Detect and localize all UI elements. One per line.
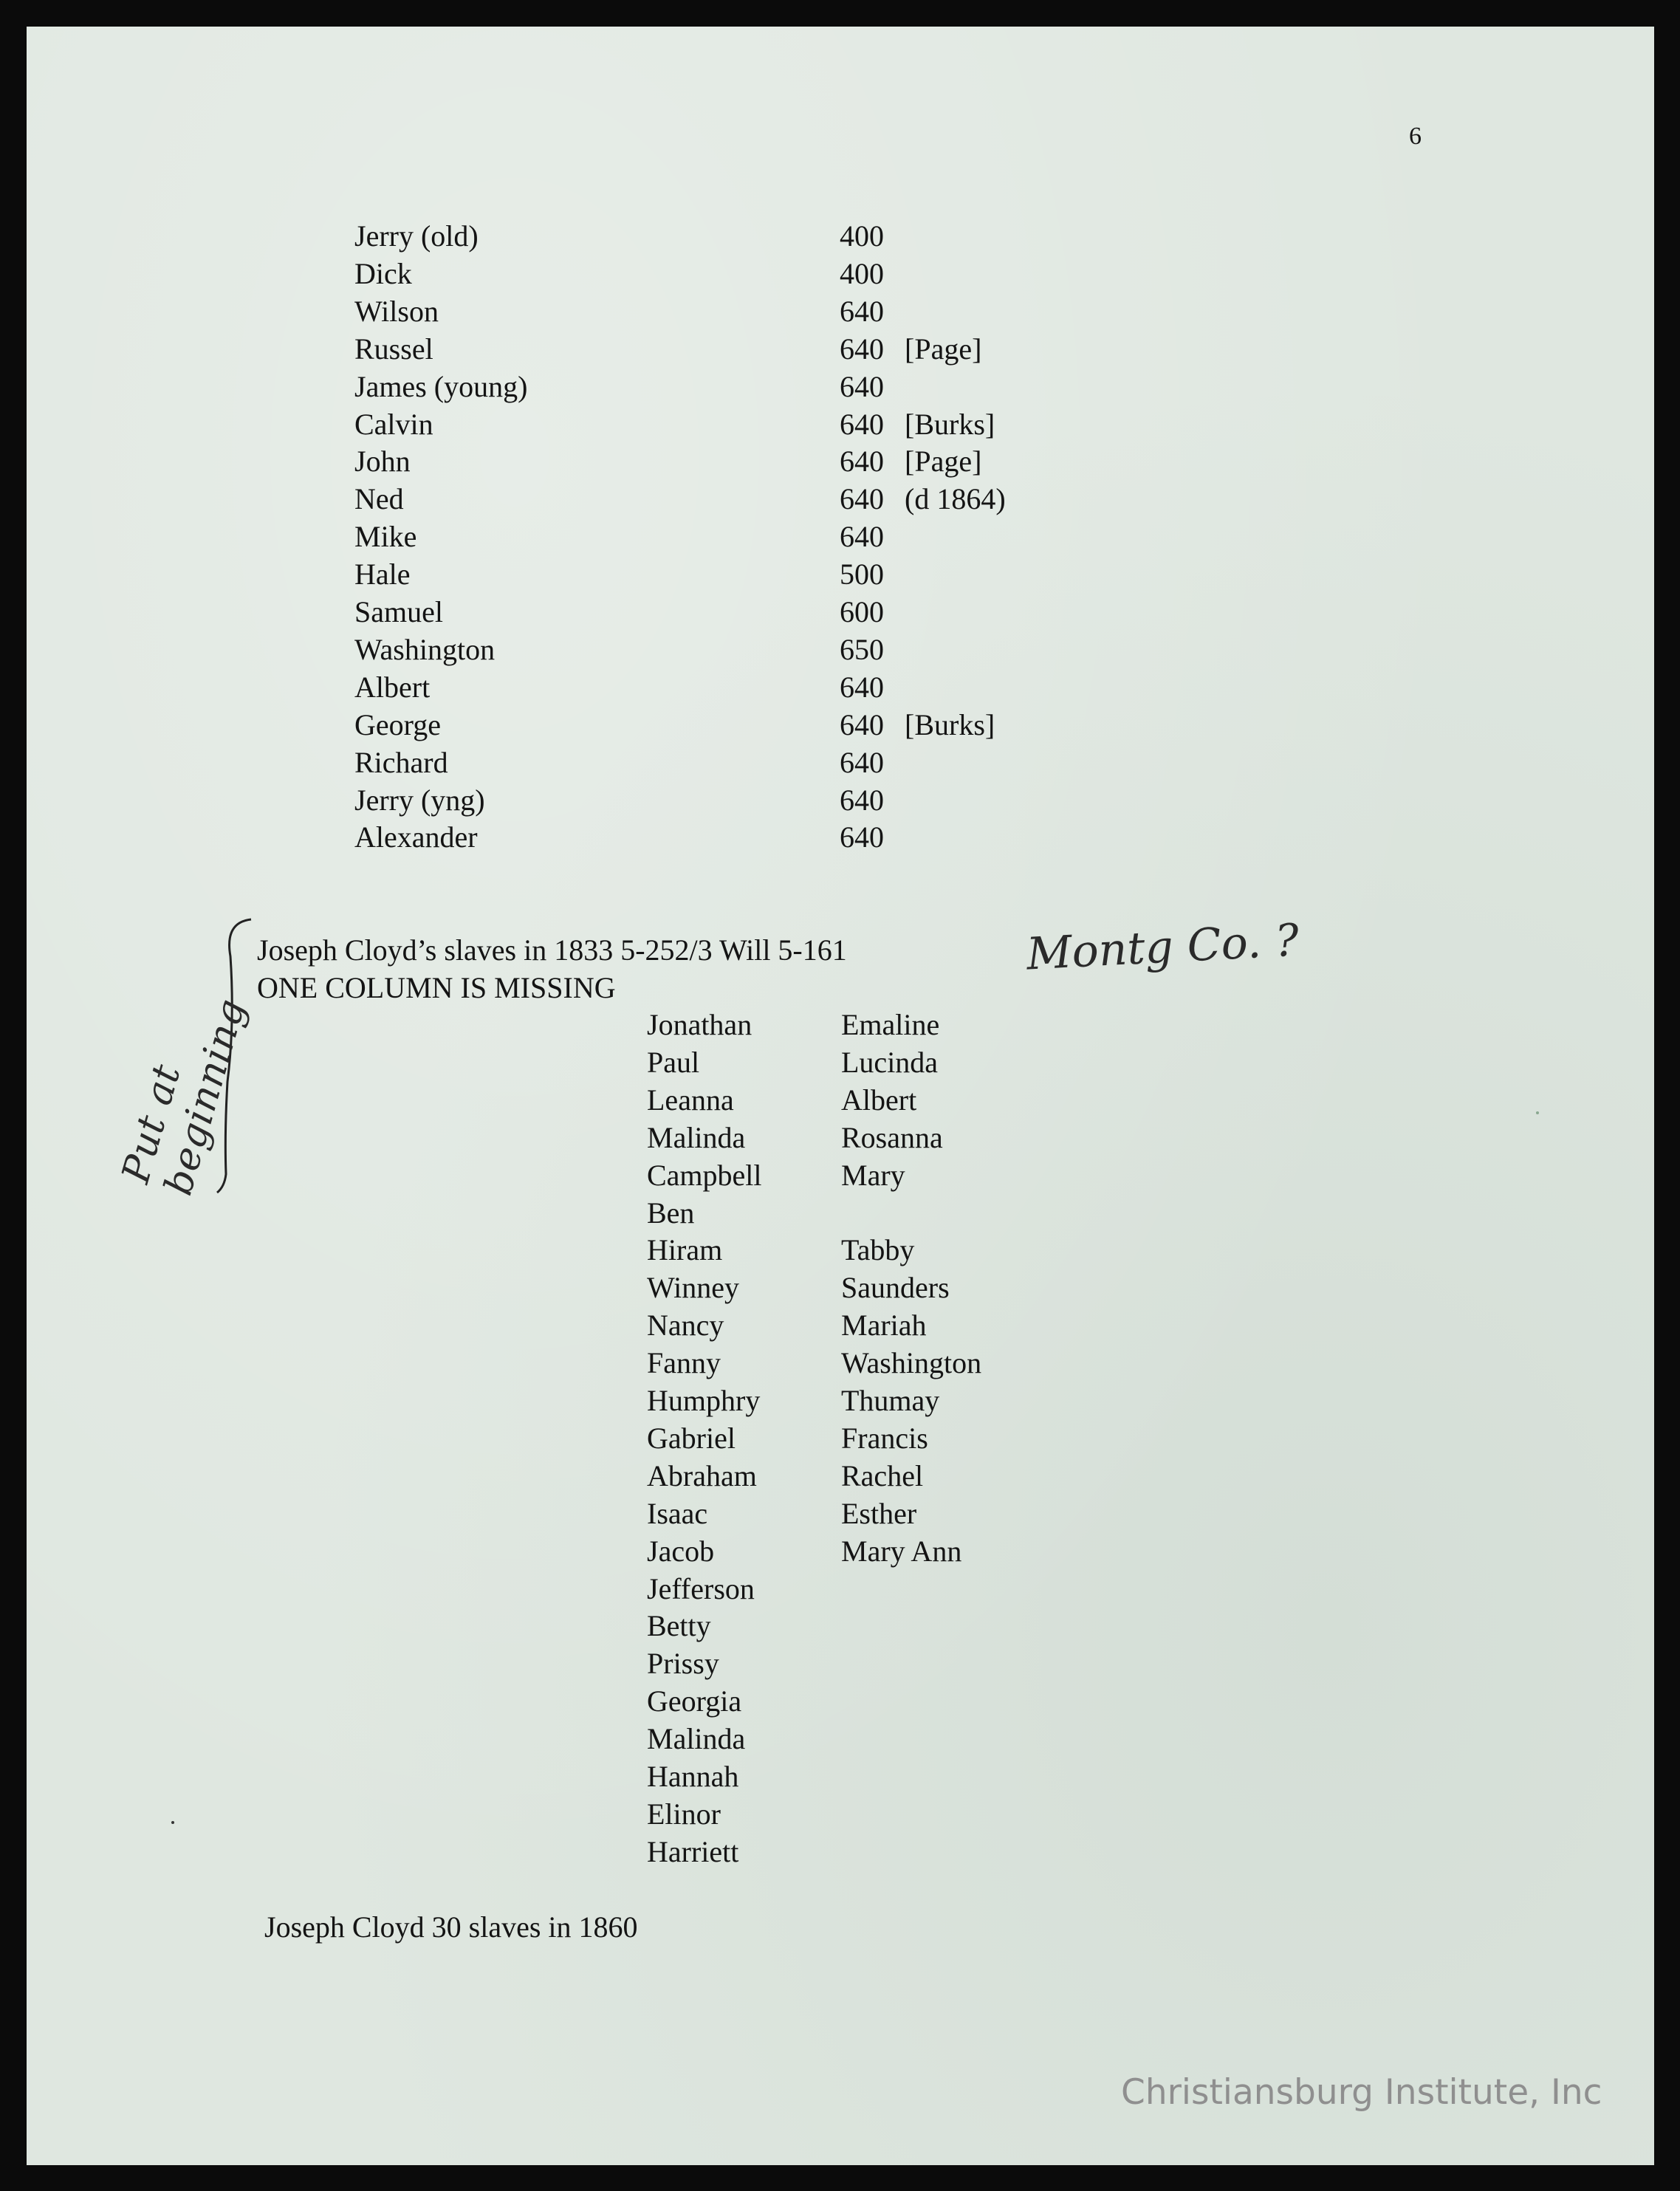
column-2-name: Mary Ann — [841, 1535, 962, 1568]
list-name: Washington — [354, 633, 496, 666]
list-value: 640 — [840, 408, 884, 441]
column-2-name: Emaline — [841, 1008, 940, 1041]
column-1-name: Ben — [647, 1196, 695, 1230]
column-1-name: Malinda — [647, 1722, 746, 1755]
column-1-name: Elinor — [647, 1797, 721, 1831]
list-value: 640 — [840, 784, 884, 817]
list-value: 500 — [840, 558, 884, 591]
section-heading: Joseph Cloyd’s slaves in 1833 5-252/3 Will 5-161 — [257, 933, 847, 967]
column-1-name: Humphry — [647, 1384, 761, 1417]
column-1-name: Harriett — [647, 1835, 739, 1868]
column-2-name: Albert — [841, 1083, 917, 1117]
right-note-text: Montg Co. ? — [1025, 914, 1300, 981]
column-1-name: Campbell — [647, 1159, 762, 1192]
page-number: 6 — [1409, 123, 1422, 150]
watermark: Christiansburg Institute, Inc — [1121, 2072, 1602, 2113]
list-value: 640 — [840, 370, 884, 403]
column-2-name: Thumay — [841, 1384, 940, 1417]
paper-speck — [1536, 1111, 1539, 1114]
footer-line: Joseph Cloyd 30 slaves in 1860 — [264, 1910, 638, 1944]
list-name: Albert — [354, 671, 431, 704]
list-value: 640 — [840, 482, 884, 515]
list-name: Dick — [354, 257, 412, 290]
column-2-name: Rosanna — [841, 1121, 943, 1154]
column-1-name: Malinda — [647, 1121, 746, 1154]
list-name: George — [354, 708, 441, 741]
list-value: 650 — [840, 633, 884, 666]
list-value: 640 — [840, 295, 884, 328]
column-1-name: Betty — [647, 1609, 711, 1642]
column-1-name: Leanna — [647, 1083, 734, 1117]
column-2-name: Rachel — [841, 1459, 924, 1492]
list-name: Richard — [354, 746, 448, 779]
column-1-name: Isaac — [647, 1497, 708, 1530]
list-name: Russel — [354, 332, 433, 366]
list-name: Hale — [354, 558, 411, 591]
list-name: Samuel — [354, 595, 443, 628]
list-name: Wilson — [354, 295, 439, 328]
column-2-name: Mariah — [841, 1309, 927, 1342]
column-1-name: Winney — [647, 1271, 740, 1304]
list-name: John — [354, 445, 411, 478]
column-1-name: Prissy — [647, 1647, 719, 1680]
list-value: 400 — [840, 219, 884, 253]
paper-speck — [171, 1821, 174, 1824]
list-name: James (young) — [354, 370, 528, 403]
column-1-name: Hannah — [647, 1760, 739, 1793]
list-note: (d 1864) — [905, 482, 1006, 515]
column-2-name: Mary — [841, 1159, 905, 1192]
margin-note-text: Put at beginning — [113, 993, 255, 1201]
column-1-name: Hiram — [647, 1233, 723, 1266]
column-1-name: Jacob — [647, 1535, 715, 1568]
list-value: 640 — [840, 445, 884, 478]
list-value: 640 — [840, 671, 884, 704]
column-2-name: Francis — [841, 1422, 928, 1455]
list-value: 640 — [840, 708, 884, 741]
list-name: Ned — [354, 482, 404, 515]
list-value: 640 — [840, 520, 884, 553]
column-2-name: Washington — [841, 1346, 982, 1379]
column-1-name: Abraham — [647, 1459, 757, 1492]
column-1-name: Gabriel — [647, 1422, 736, 1455]
column-1-name: Nancy — [647, 1309, 724, 1342]
list-name: Jerry (yng) — [354, 784, 485, 817]
missing-column-note: ONE COLUMN IS MISSING — [257, 971, 616, 1004]
column-1-name: Jefferson — [647, 1572, 755, 1605]
list-value: 640 — [840, 332, 884, 366]
list-note: [Burks] — [905, 708, 995, 741]
column-1-name: Fanny — [647, 1346, 721, 1379]
list-value: 640 — [840, 746, 884, 779]
list-name: Calvin — [354, 408, 433, 441]
column-2-name: Lucinda — [841, 1046, 939, 1079]
list-note: [Burks] — [905, 408, 995, 441]
list-value: 600 — [840, 595, 884, 628]
column-1-name: Jonathan — [647, 1008, 752, 1041]
column-1-name: Georgia — [647, 1684, 742, 1718]
list-value: 640 — [840, 820, 884, 854]
list-note: [Page] — [905, 445, 982, 478]
column-2-name: Esther — [841, 1497, 917, 1530]
column-2-name: Saunders — [841, 1271, 950, 1304]
list-name: Jerry (old) — [354, 219, 479, 253]
list-value: 400 — [840, 257, 884, 290]
list-note: [Page] — [905, 332, 982, 366]
column-2-name: Tabby — [841, 1233, 915, 1266]
list-name: Mike — [354, 520, 417, 553]
column-1-name: Paul — [647, 1046, 700, 1079]
list-name: Alexander — [354, 820, 478, 854]
